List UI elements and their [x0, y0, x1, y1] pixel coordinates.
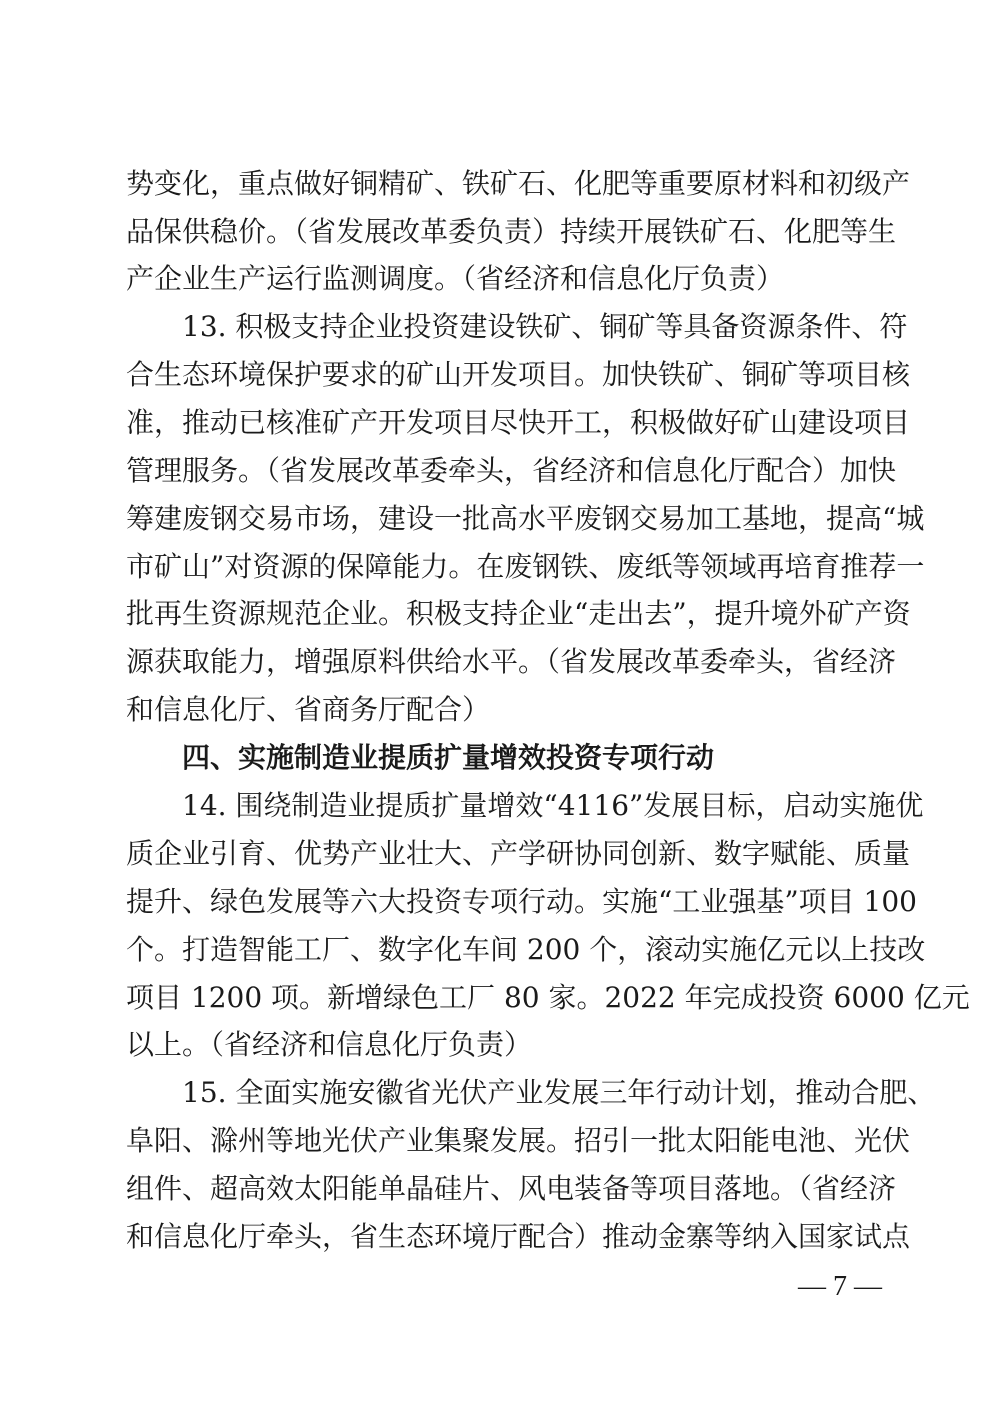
text-line: 提升、绿色发展等六大投资专项行动。实施“工业强基”项目 100: [126, 885, 917, 918]
text-line: 14. 围绕制造业提质扩量增效“4116”发展目标，启动实施优: [182, 789, 924, 822]
text-line: 以上。（省经济和信息化厅负责）: [126, 1028, 533, 1061]
text-line: 项目 1200 项。新增绿色工厂 80 家。2022 年完成投资 6000 亿元: [126, 981, 970, 1014]
text-line: 15. 全面实施安徽省光伏产业发展三年行动计划，推动合肥、: [182, 1076, 936, 1109]
text-line: 准，推动已核准矿产开发项目尽快开工，积极做好矿山建设项目: [126, 406, 911, 439]
text-line: 质企业引育、优势产业壮大、产学研协同创新、数字赋能、质量: [126, 837, 911, 870]
section-heading: 四、实施制造业提质扩量增效投资专项行动: [182, 741, 715, 774]
text-line: 合生态环境保护要求的矿山开发项目。加快铁矿、铜矿等项目核: [126, 358, 911, 391]
text-line: 阜阳、滁州等地光伏产业集聚发展。招引一批太阳能电池、光伏: [126, 1124, 911, 1157]
text-line: 市矿山”对资源的保障能力。在废钢铁、废纸等领域再培育推荐一: [126, 550, 925, 583]
text-line: 和信息化厅、省商务厅配合）: [126, 693, 491, 726]
text-line: 源获取能力，增强原料供给水平。（省发展改革委牵头，省经济: [126, 645, 897, 678]
text-line: 批再生资源规范企业。积极支持企业“走出去”，提升境外矿产资: [126, 597, 911, 630]
text-line: 组件、超高效太阳能单晶硅片、风电装备等项目落地。（省经济: [126, 1172, 897, 1205]
text-line: 筹建废钢交易市场，建设一批高水平废钢交易加工基地，提高“城: [126, 502, 925, 535]
text-line: 个。打造智能工厂、数字化车间 200 个，滚动实施亿元以上技改: [126, 933, 926, 966]
text-line: 产企业生产运行监测调度。（省经济和信息化厅负责）: [126, 262, 785, 295]
page-number: — 7 —: [798, 1271, 882, 1302]
text-line: 品保供稳价。（省发展改革委负责）持续开展铁矿石、化肥等生: [126, 215, 897, 248]
text-line: 管理服务。（省发展改革委牵头，省经济和信息化厅配合）加快: [126, 454, 897, 487]
text-line: 和信息化厅牵头，省生态环境厅配合）推动金寨等纳入国家试点: [126, 1220, 911, 1253]
text-line: 13. 积极支持企业投资建设铁矿、铜矿等具备资源条件、符: [182, 310, 908, 343]
text-line: 势变化，重点做好铜精矿、铁矿石、化肥等重要原材料和初级产: [126, 167, 911, 200]
